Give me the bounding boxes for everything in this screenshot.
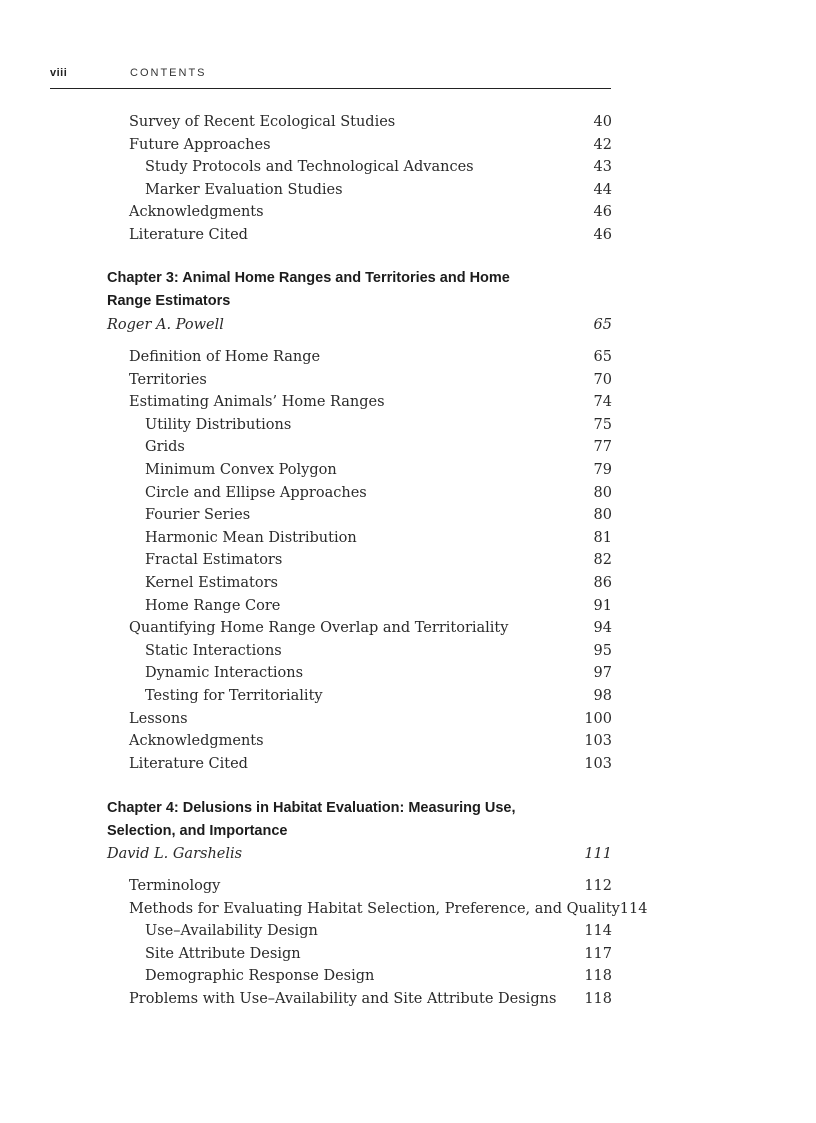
toc-entry-page: 79 xyxy=(593,462,612,478)
toc-entry-title: Home Range Core xyxy=(145,597,281,614)
toc-entry-title: Site Attribute Design xyxy=(145,945,301,962)
toc-entry-title: Circle and Ellipse Approaches xyxy=(145,484,367,501)
toc-entry-page: 77 xyxy=(593,439,612,456)
toc-entry-title: Lessons xyxy=(129,710,188,727)
toc-entry-page: 44 xyxy=(593,181,612,198)
toc-entry xyxy=(145,921,612,941)
toc-entry-title: Static Interactions xyxy=(145,642,282,659)
toc-entry-page: 100 xyxy=(584,710,612,727)
toc-entry xyxy=(145,460,612,480)
toc-entry xyxy=(145,505,612,525)
toc-entry xyxy=(129,135,612,155)
toc-entry-title: Acknowledgments xyxy=(129,733,264,750)
toc-entry-page: 81 xyxy=(593,529,612,546)
toc-entry xyxy=(145,415,612,435)
toc-entry xyxy=(129,899,648,919)
toc-entry-page: 114 xyxy=(584,923,612,940)
toc-entry-page: 98 xyxy=(593,688,612,704)
toc-entry-title: Study Protocols and Technological Advances xyxy=(145,159,474,176)
toc-entry xyxy=(129,876,612,896)
toc-entry xyxy=(129,989,612,1009)
toc-entry xyxy=(145,641,612,661)
toc-entry-title: Kernel Estimators xyxy=(145,575,278,591)
toc-entry xyxy=(129,392,612,412)
toc-entry-title: Dynamic Interactions xyxy=(145,665,304,682)
toc-entry-title: Survey of Recent Ecological Studies xyxy=(129,114,396,130)
toc-entry-page: 46 xyxy=(593,204,612,221)
toc-entry-page: 43 xyxy=(593,159,612,176)
toc-entry xyxy=(145,596,612,616)
toc-entry xyxy=(145,528,612,548)
toc-entry-page: 82 xyxy=(593,552,612,569)
toc-entry xyxy=(129,754,612,774)
chapter-title-line: Range Estimators xyxy=(107,292,231,309)
toc-entry-page: 80 xyxy=(593,484,612,501)
toc-entry-page: 42 xyxy=(593,136,612,153)
toc-entry-page: 103 xyxy=(584,733,612,750)
toc-entry-title: Minimum Convex Polygon xyxy=(145,462,337,478)
toc-entry xyxy=(145,944,612,964)
toc-entry-title: Harmonic Mean Distribution xyxy=(145,529,357,546)
author-page: 65 xyxy=(593,317,612,333)
toc-entry-title: Literature Cited xyxy=(129,227,248,243)
toc-entry-title: Testing for Territoriality xyxy=(145,688,323,704)
page-number: viii xyxy=(50,67,68,79)
toc-entry-page: 97 xyxy=(593,665,612,682)
toc-entry-page: 46 xyxy=(593,227,612,243)
chapter-title-line: Chapter 3: Animal Home Ranges and Territories and Home xyxy=(107,270,510,286)
toc-entry xyxy=(145,157,612,177)
toc-entry-title: Quantifying Home Range Overlap and Territoriality xyxy=(129,620,509,637)
toc-entry xyxy=(145,483,612,503)
toc-entry xyxy=(145,663,612,683)
toc-entry xyxy=(129,202,612,222)
toc-entry xyxy=(145,437,612,457)
toc-entry xyxy=(129,731,612,751)
toc-entry xyxy=(145,180,612,200)
toc-entry-title: Acknowledgments xyxy=(129,204,264,221)
toc-entry-page: 103 xyxy=(584,755,612,772)
author-name: Roger A. Powell xyxy=(107,317,224,333)
toc-entry-title: Demographic Response Design xyxy=(145,968,375,985)
toc-entry-page: 91 xyxy=(593,597,612,614)
toc-entry xyxy=(129,347,612,367)
toc-entry-title: Literature Cited xyxy=(129,755,248,772)
toc-entry-title: Marker Evaluation Studies xyxy=(145,181,343,198)
toc-entry-title: Territories xyxy=(129,371,207,388)
chapter-3-author xyxy=(107,315,612,335)
toc-entry-title: Terminology xyxy=(129,878,221,894)
toc-entry xyxy=(145,573,612,593)
toc-entry-title: Estimating Animals’ Home Ranges xyxy=(129,394,385,411)
author-name: David L. Garshelis xyxy=(107,846,243,862)
toc-entry-title: Grids xyxy=(145,439,185,456)
toc-entry-title: Use–Availability Design xyxy=(145,923,318,940)
chapter-3-title xyxy=(107,267,537,312)
chapter-title-line: Chapter 4: Delusions in Habitat Evaluation: Measuring Use, xyxy=(107,800,516,816)
author-page: 111 xyxy=(584,846,612,862)
running-head xyxy=(50,66,611,89)
toc-entry xyxy=(129,709,612,729)
toc-entry-title: Fractal Estimators xyxy=(145,552,283,569)
toc-entry xyxy=(129,225,612,245)
toc-entry xyxy=(129,112,612,132)
running-head-title: CONTENTS xyxy=(130,67,207,79)
chapter-title-line: Selection, and Importance xyxy=(107,822,288,839)
toc-entry-title: Utility Distributions xyxy=(145,416,292,433)
toc-entry-title: Fourier Series xyxy=(145,507,251,524)
toc-entry xyxy=(129,618,612,638)
toc-entry-title: Definition of Home Range xyxy=(129,349,321,365)
toc-entry-page: 112 xyxy=(584,878,612,894)
chapter-4-title xyxy=(107,797,537,842)
toc-entry-page: 40 xyxy=(593,114,612,130)
toc-entry-page: 80 xyxy=(593,507,612,524)
toc-entry-title: Problems with Use–Availability and Site Attribute Designs xyxy=(129,991,557,1007)
toc-entry-page: 75 xyxy=(593,416,612,433)
toc-entry-title: Methods for Evaluating Habitat Selection, Preference, and Quality xyxy=(129,900,620,917)
toc-entry-page: 70 xyxy=(593,371,612,388)
toc-entry xyxy=(145,686,612,706)
toc-entry-title: Future Approaches xyxy=(129,136,271,153)
toc-entry-page: 117 xyxy=(584,945,612,962)
toc-entry-page: 65 xyxy=(593,349,612,365)
toc-entry xyxy=(145,966,612,986)
toc-entry-page: 86 xyxy=(593,575,612,591)
toc-entry xyxy=(145,550,612,570)
toc-entry-page: 118 xyxy=(584,968,612,985)
chapter-4-author xyxy=(107,844,612,864)
toc-entry-page: 114 xyxy=(619,900,648,917)
toc-entry-page: 95 xyxy=(593,642,612,659)
toc-entry-page: 74 xyxy=(593,394,612,411)
toc-entry xyxy=(129,370,612,390)
toc-entry-page: 94 xyxy=(593,620,612,637)
toc-entry-page: 118 xyxy=(584,991,612,1007)
